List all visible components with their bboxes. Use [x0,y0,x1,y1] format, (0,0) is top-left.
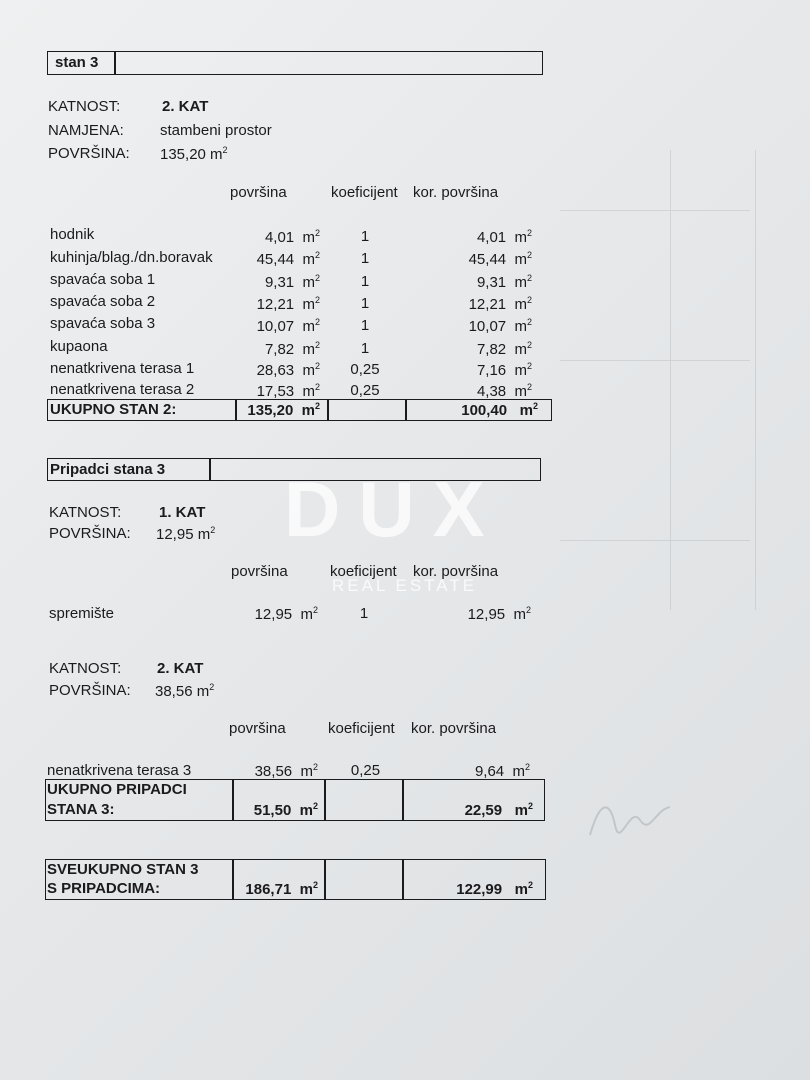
room-coef: 1 [360,295,370,312]
total-stan-label: UKUPNO STAN 2: [50,401,177,418]
pripadak1-katnost-value: 1. KAT [159,504,206,521]
col-header-povrsina-3: površina [229,720,286,737]
room-area: 12,21 $m^2$ [256,295,320,313]
col-header-koeficijent-2: koeficijent [330,563,397,580]
pripadak2-povrsina-label: POVRŠINA: [49,682,131,699]
room-corr: 12,95 $m^2$ [467,605,531,623]
namjena-value: stambeni prostor [160,122,272,139]
unit-title-box [47,51,543,75]
pripadci-title-divider [209,458,211,481]
room-name: kuhinja/blag./dn.boravak [50,249,213,266]
total-pripadci-area: 51,50 $m^2$ [253,801,318,819]
room-area: 17,53 $m^2$ [256,382,320,400]
col-header-povrsina-2: površina [231,563,288,580]
total-pripadci-divider-2 [324,779,326,821]
show-through-grid [560,150,760,610]
room-coef: 0,25 [350,762,381,779]
room-corr: 7,16 $m^2$ [476,361,532,379]
room-corr: 10,07 $m^2$ [468,317,532,335]
watermark-subtitle: REAL ESTATE [332,576,478,595]
room-area: 10,07 $m^2$ [256,317,320,335]
katnost-value: 2. KAT [162,98,209,115]
total-stan-area: 135,20 $m^2$ [247,401,320,419]
katnost-label: KATNOST: [48,98,121,115]
pripadak2-katnost-label: KATNOST: [49,660,122,677]
total-pripadci-label-2: STANA 3: [47,801,115,818]
room-corr: 7,82 $m^2$ [476,340,532,358]
col-header-kor-povrsina-3: kor. površina [411,720,497,737]
pripadak2-povrsina-value: 38,56 $m^2$ [155,682,215,700]
col-header-kor-povrsina-2: kor. površina [413,563,499,580]
signature-shadow [585,795,675,845]
grand-total-label-2: S PRIPADCIMA: [47,880,161,897]
room-name: spavaća soba 3 [50,315,156,332]
pripadci-title: Pripadci stana 3 [50,461,166,478]
room-area: 12,95 $m^2$ [254,605,318,623]
col-header-povrsina: površina [230,184,287,201]
room-area: 4,01 $m^2$ [264,228,320,246]
room-name: nenatkrivena terasa 2 [50,381,195,398]
grand-total-label-1: SVEUKUPNO STAN 3 [47,861,199,878]
room-area: 7,82 $m^2$ [264,340,320,358]
room-corr: 4,38 $m^2$ [476,382,532,400]
room-coef: 1 [359,605,369,622]
room-area: 38,56 $m^2$ [254,762,318,780]
room-corr: 4,01 $m^2$ [476,228,532,246]
grand-total-corr: 122,99 $m^2$ [456,880,533,898]
watermark-brand: DUX [284,465,503,553]
room-coef: 1 [360,317,370,334]
total-stan-divider-2 [327,399,329,421]
pripadak1-povrsina-label: POVRŠINA: [49,525,131,542]
povrsina-label: POVRŠINA: [48,145,130,162]
grand-total-divider-2 [324,859,326,900]
room-coef: 1 [360,340,370,357]
room-area: 9,31 $m^2$ [264,273,320,291]
room-name: kupaona [50,338,108,355]
room-coef: 1 [360,250,370,267]
total-stan-corr: 100,40 $m^2$ [461,401,538,419]
col-header-koeficijent: koeficijent [331,184,398,201]
room-corr: 45,44 $m^2$ [468,250,532,268]
room-area: 45,44 $m^2$ [256,250,320,268]
grand-total-area: 186,71 $m^2$ [245,880,318,898]
room-coef: 0,25 [350,361,380,378]
total-pripadci-label-1: UKUPNO PRIPADCI [47,781,187,798]
pripadak1-katnost-label: KATNOST: [49,504,122,521]
room-corr: 12,21 $m^2$ [468,295,532,313]
pripadak1-povrsina-value: 12,95 $m^2$ [156,525,216,543]
unit-title: stan 3 [55,54,99,71]
room-name: hodnik [50,226,95,243]
pripadak2-katnost-value: 2. KAT [157,660,204,677]
total-pripadci-corr: 22,59 $m^2$ [464,801,533,819]
unit-title-divider [114,51,116,75]
col-header-koeficijent-3: koeficijent [328,720,395,737]
room-name: nenatkrivena terasa 1 [50,360,195,377]
room-name: nenatkrivena terasa 3 [47,762,192,779]
room-corr: 9,64 $m^2$ [474,762,530,780]
room-coef: 1 [360,228,370,245]
room-area: 28,63 $m^2$ [256,361,320,379]
col-header-kor-povrsina: kor. površina [413,184,499,201]
room-name: spavaća soba 1 [50,271,156,288]
room-corr: 9,31 $m^2$ [476,273,532,291]
room-coef: 1 [360,273,370,290]
namjena-label: NAMJENA: [48,122,124,139]
povrsina-value: 135,20 $m^2$ [160,145,228,163]
room-coef: 0,25 [350,382,380,399]
room-name: spavaća soba 2 [50,293,156,310]
room-name: spremište [49,605,115,622]
